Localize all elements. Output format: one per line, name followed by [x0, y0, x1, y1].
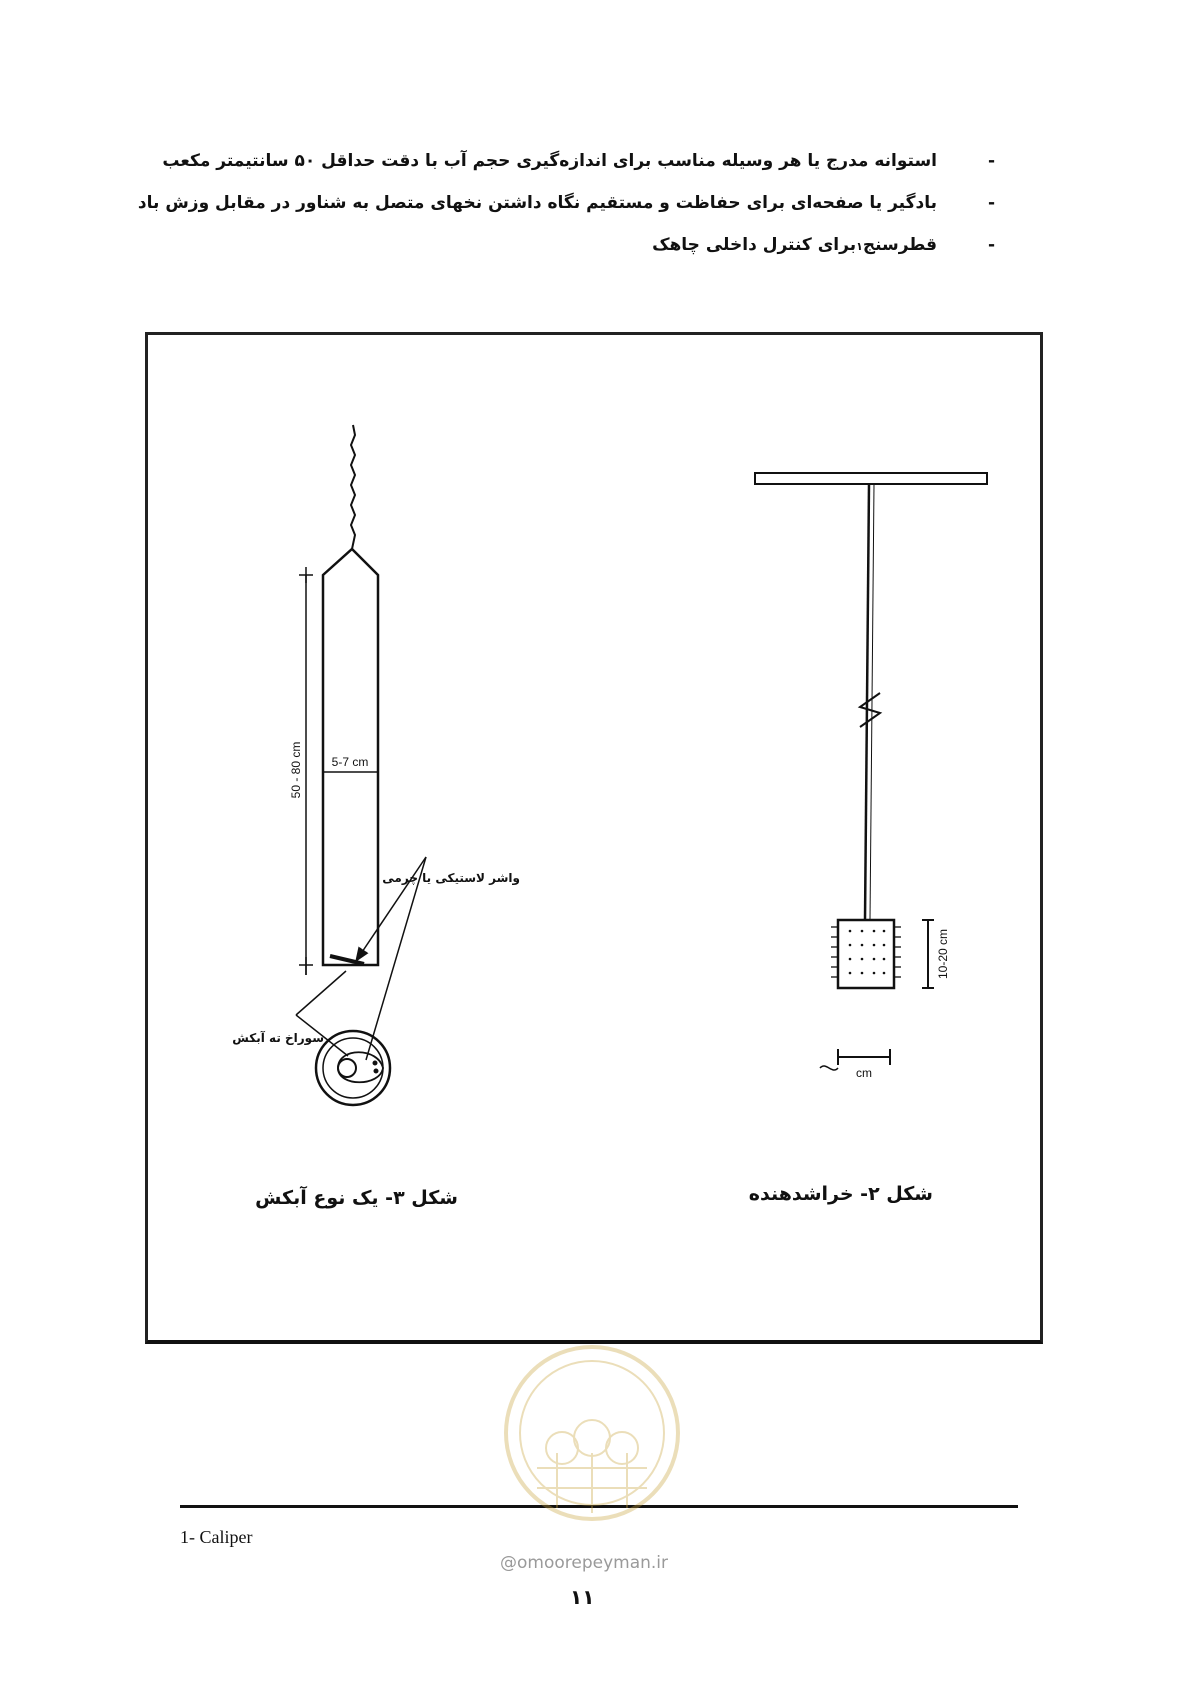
- bullet-dash: -: [987, 151, 995, 171]
- watermark-seal: [497, 1338, 687, 1528]
- washer-label: واشر لاستیکی یا چرمی: [382, 871, 520, 885]
- bullet-text: قطرسنج: [862, 235, 937, 255]
- list-item: [162, 140, 995, 182]
- figure3-caption: شکل ۳- یک نوع آبکش: [255, 1187, 458, 1209]
- list-item: [137, 182, 995, 224]
- equipment-list: [137, 140, 995, 268]
- figure-frame: [145, 332, 1043, 1344]
- list-item: [205, 224, 995, 268]
- scraper-brush: [838, 920, 894, 988]
- footnote-marker: ۱: [856, 240, 863, 253]
- page-number: ۱۱: [570, 1585, 595, 1609]
- bailer-length-label: 50 - 80 cm: [289, 741, 303, 799]
- brush-size-label: 10-20 cm: [936, 928, 950, 980]
- bailer-bottom-valve: [338, 1052, 383, 1082]
- bailer-width-label: 5-7 cm: [331, 755, 369, 769]
- bullet-dash: -: [987, 193, 995, 213]
- bullet-text: بادگیر یا صفحه‌ای برای حفاظت و مستقیم نگاه داشتن نخهای متصل به شناور در مقابل وزش باد: [137, 193, 937, 213]
- scraper-handle: [755, 473, 987, 484]
- bailer-bottom-mid: [323, 1038, 383, 1098]
- watermark-text: @omoorepeyman.ir: [500, 1553, 669, 1573]
- scale-unit-label: cm: [856, 1066, 872, 1080]
- bullet-text-continued: برای کنترل داخلی چاهک: [652, 235, 857, 255]
- footnote: 1- Caliper: [180, 1527, 253, 1547]
- bullet-text: استوانه مدرج یا هر وسیله مناسب برای اندازه‌گیری حجم آب با دقت حداقل ۵۰ سانتیمتر مکعب: [162, 151, 937, 171]
- bailer-wire: [351, 425, 355, 549]
- figure2-caption: شکل ۲- خراشدهنده: [748, 1183, 933, 1205]
- scraper-drawing: [755, 473, 987, 1070]
- bailer-bottom-hole: [338, 1059, 356, 1077]
- bullet-dash: -: [987, 235, 995, 255]
- scraper-break: [860, 693, 880, 727]
- hole-label: سوراخ ته آبکش: [232, 1031, 324, 1045]
- bailer-bottom-outer: [316, 1031, 390, 1105]
